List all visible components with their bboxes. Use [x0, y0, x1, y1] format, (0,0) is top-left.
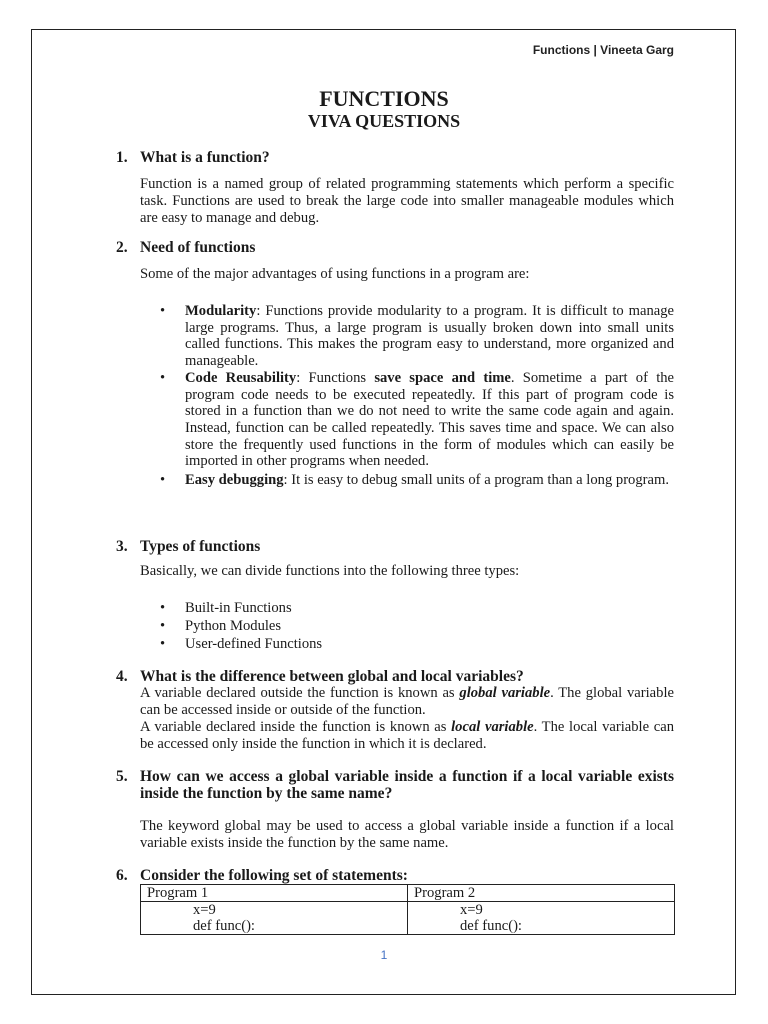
global-variable-paragraph [140, 685, 674, 719]
question-number: 2. [116, 239, 128, 256]
question-4-heading [116, 668, 674, 685]
page-number: 1 [380, 948, 388, 962]
list-item: • User-defined Functions [140, 635, 674, 653]
program-2-code [408, 902, 675, 935]
question-number: 6. [116, 867, 128, 884]
document-title: FUNCTIONS [319, 86, 449, 111]
bullet-text: : Functions [296, 369, 375, 386]
question-number: 3. [116, 538, 128, 555]
bullet-text: : It is easy to debug small units of a program than a long program. [283, 472, 669, 489]
question-3-intro: Basically, we can divide functions into the following three types: [140, 563, 520, 579]
question-number: 4. [116, 668, 128, 685]
question-4-answer [140, 685, 674, 753]
question-text: What is a function? [140, 149, 270, 166]
table-header: Program 2 [408, 885, 675, 902]
bullet-term: Easy debugging [185, 472, 284, 489]
question-5-answer: The keyword global may be used to access a global variable inside a function if a local variable exists inside the function by the same name. [140, 818, 674, 851]
question-text: Types of functions [140, 538, 261, 555]
program-1-code [141, 902, 408, 935]
term-local-variable: local variable [451, 719, 534, 735]
code-line: def func(): [460, 918, 522, 934]
advantages-list [140, 303, 674, 490]
code-line: x=9 [193, 902, 216, 918]
question-2-intro: Some of the major advantages of using functions in a program are: [140, 266, 530, 282]
question-text: What is the difference between global and local variables? [140, 668, 524, 685]
question-3-heading [116, 538, 674, 555]
table-header-row [141, 885, 675, 902]
list-item [140, 470, 674, 490]
text: A variable declared outside the function is known as [140, 685, 460, 701]
bullet-text: . Sometime a part of the program code needs to be executed repeatedly. If this part of program code is stored in a function than we do not need to write the same code again and again. Instead, function can be called repeatedly. This saves time and space. We can also store the frequently used functions in the form of modules which can easily be imported in other programs when needed. [185, 369, 675, 470]
question-1-heading [116, 149, 674, 166]
question-number: 5. [116, 768, 128, 785]
table-header: Program 1 [141, 885, 408, 902]
text: A variable declared inside the function is known as [140, 719, 452, 735]
local-variable-paragraph [140, 719, 674, 753]
list-item [140, 370, 674, 470]
document-subtitle: VIVA QUESTIONS [307, 111, 461, 131]
question-text: Consider the following set of statements: [140, 867, 408, 884]
term-global-variable: global variable [459, 685, 551, 701]
text: . The local variable can be accessed only inside the function in which it is declared. [140, 719, 674, 752]
running-header: Functions | Vineeta Garg [532, 43, 674, 57]
list-item: • Python Modules [140, 617, 674, 635]
bullet-term: Modularity [185, 303, 257, 319]
bullet-text: : Functions provide modularity to a program. It is difficult to manage large programs. Thus, a large program is usually broken down into small units called functions. This makes the program easy to understand, more organized and manageable. [185, 303, 674, 370]
question-6-heading [116, 867, 674, 884]
list-item [140, 303, 674, 370]
question-text: How can we access a global variable inside a function if a local variable exists inside the function by the same name? [140, 768, 674, 802]
question-5-heading [116, 768, 674, 802]
question-text: Need of functions [140, 239, 256, 256]
list-item: • Built-in Functions [140, 599, 674, 617]
code-line: x=9 [460, 902, 483, 918]
bullet-term: Code Reusability [185, 369, 297, 386]
question-1-answer: Function is a named group of related programming statements which perform a specific task. Functions are used to break the large code into smaller manageable modules which are easy to manage and debug. [140, 176, 674, 226]
function-types-list [140, 599, 674, 653]
table-row [141, 902, 675, 935]
question-2-heading [116, 239, 674, 256]
program-comparison-table [140, 884, 675, 935]
text: . The global variable can be accessed inside or outside of the function. [140, 685, 674, 718]
question-number: 1. [116, 149, 128, 166]
code-line: def func(): [193, 918, 255, 934]
bullet-emphasis: save space and time [374, 369, 511, 386]
